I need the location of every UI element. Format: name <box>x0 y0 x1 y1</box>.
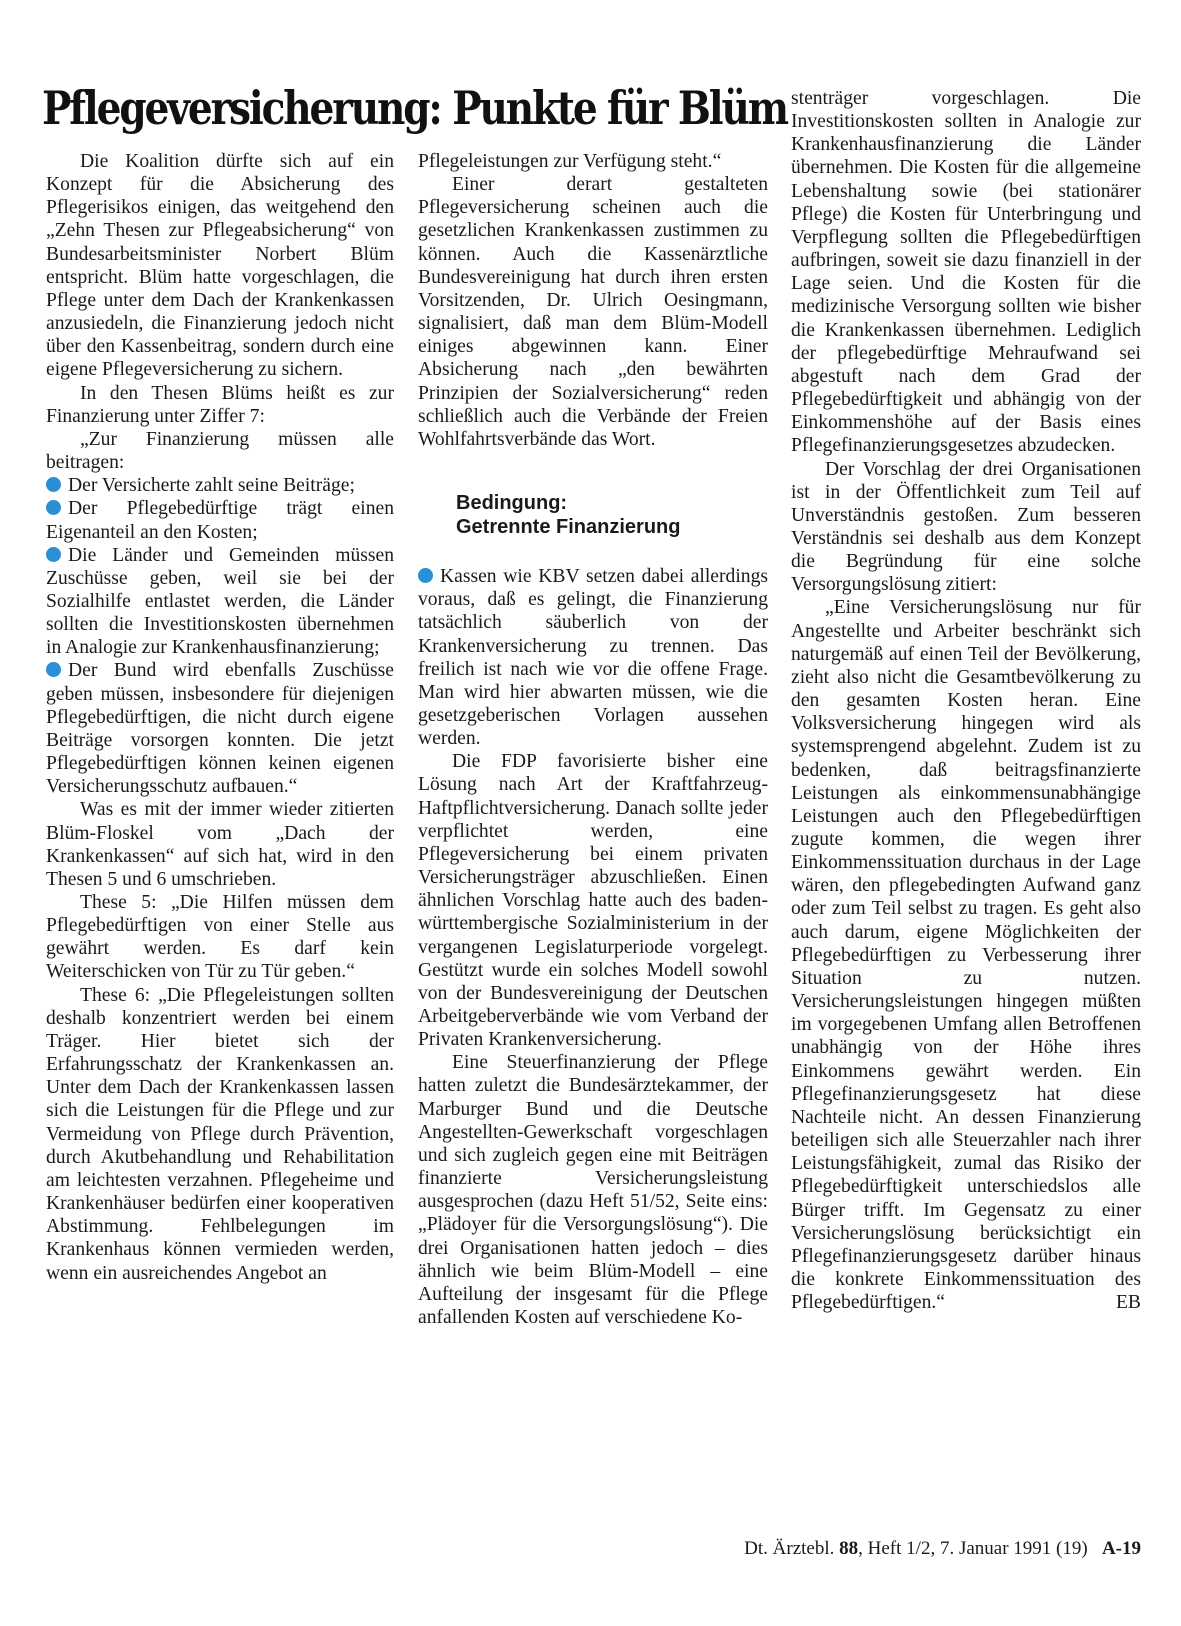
paragraph <box>418 750 768 1051</box>
paragraph <box>46 798 394 891</box>
paragraph-text: These 5: „Die Hilfen müssen dem Pflegebedürftigen von einer Stelle aus gewährt werden. Es darf kein Weiterschicken von Tür zu Tür geben.“ <box>46 892 394 983</box>
subheading-line-2: Getrennte Finanzierung <box>456 516 681 539</box>
article-title: Pflegeversicherung: Punkte für Blüm <box>42 81 787 135</box>
paragraph-text: Die Koalition dürfte sich auf ein Konzept für die Absicherung des Pflegerisikos einigen, das weitgehend den „Zehn Thesen zur Pflegeabsicherung“ von Bundesarbeitsminister Norbert Blüm entspricht. Blüm hatte vorgeschlagen, die Pflege unter dem Dach der Krankenkassen anzusiedeln, die Finanzierung jedoch nicht über den Kassenbeitrag, sondern durch eine eigene Pflegeversicherung zu sichern. <box>46 151 394 381</box>
paragraph-text: Einer derart gestalteten Pflegeversicherung scheinen auch die gesetzlichen Krankenkassen zustimmen zu können. Auch die Kassenärztliche Bundesvereinigung hat durch ihren ersten Vorsitzenden, Dr. Ulrich Oesingmann, signalisiert, daß man dem Blüm-Modell einiges abgewinnen kann. Einer Absicherung nach „den bewährten Prinzipien der Sozialversicherung“ reden schließlich auch die Verbände der Freien Wohlfahrtsverbände das Wort. <box>418 174 768 450</box>
paragraph <box>418 1051 768 1329</box>
paragraph <box>46 984 394 1285</box>
paragraph-text: stenträger vorgeschlagen. Die Investitionskosten sollten in Analogie zur Krankenhausfinanzierung die Länder übernehmen. Die Kosten für die allgemeine Lebenshaltung sowie (bei stationärer Pflege) die Kosten für Unterbringung und Verpflegung sollten die Pflegebedürftigen aufbringen, soweit sie dazu finanziell in der Lage seien. Und die Kosten für die medizinische Versorgung sollten wie bisher die Krankenkassen übernehmen. Lediglich der pflegebedürftige Mehraufwand sei abgestuft nach dem Grad der Pflegebedürftigkeit und abhängig von der Einkommenshöhe auf der Basis eines Pflegefinanzierungsgesetzes abzudecken. <box>791 88 1141 457</box>
bullet-paragraph <box>46 544 394 660</box>
paragraph-text: „Eine Versicherungslösung nur für Angestellte und Arbeiter beschränkt sich naturgemäß auf einen Teil der Bevölkerung, zieht also nicht die Gesamtbevölkerung zu den gesamten Kosten heran. Eine Volksversicherung hingegen wird als systemsprengend abgelehnt. Zudem ist zu bedenken, daß beitragsfinanzierte Leistungen als einkommensunabhängige Leistungen auch den Pflegebedürftigen zugute kommen, die wegen ihrer Einkommenssituation durchaus in der Lage wären, den pflegebedingten Aufwand ganz oder zum Teil selbst zu tragen. Es geht also auch darum, eigene Möglichkeiten der Pflegebedürftigen zu Verbesserung ihrer Situation zu nutzen. Versicherungsleistungen hingegen müßten im vorgegebenen Umfang allen Betroffenen unabhängig von der Höhe ihres Einkommens gewährt werden. Ein Pflegefinanzierungsgesetz hat diese Nachteile nicht. An dessen Finanzierung beteiligen sich alle Steuerzahler nach ihrer Leistungsfähigkeit, zumal das Risiko der Pflegebedürftigkeit unterschiedslos alle Bürger trifft. Im Gegensatz zu einer Versicherungslösung berücksichtigt ein Pflegefinanzierungsgesetz darüber hinaus die konkrete Einkommenssituation des Pflegebedürftigen.“ <box>791 597 1141 1314</box>
paragraph <box>791 596 1141 1314</box>
paragraph-text: Pflegeleistungen zur Verfügung steht.“ <box>418 151 722 172</box>
bullet-paragraph <box>46 474 394 497</box>
paragraph <box>791 458 1141 597</box>
paragraph <box>418 173 768 451</box>
paragraph-text: Kassen wie KBV setzen dabei allerdings voraus, daß es gelingt, die Finanzierung tatsächlich säuberlich von der Krankenversicherung zu trennen. Das freilich ist nach wie vor die offene Frage. Man wird hier abwarten müssen, wie die gesetzgeberischen Vorlagen aussehen werden. <box>418 566 768 750</box>
page-footer <box>744 1538 1141 1560</box>
author-signature: EB <box>1115 1292 1141 1314</box>
bullet-paragraph <box>418 565 768 750</box>
paragraph <box>46 150 394 382</box>
column-1 <box>46 150 394 1285</box>
paragraph-text: „Zur Finanzierung müssen alle beitragen: <box>46 428 394 474</box>
paragraph-text: Die FDP favorisierte bisher eine Lösung nach Art der Kraftfahrzeug-Haftpflichtversicherung. Danach sollte jeder verpflichtet werden, eine Pflegeversicherung bei einem privaten Versicherungsträger abzuschließen. Einen ähnlichen Vorschlag hatte auch des baden-württembergische Sozialministerium in der vergangenen Legislaturperiode vorgelegt. Gestützt wurde ein solches Modell sowohl von der Bundesvereinigung der Deutschen Arbeitgeberverbände wie vom Verband der Privaten Krankenversicherung. <box>418 751 768 1051</box>
bullet-dot-icon <box>46 547 61 562</box>
paragraph <box>46 382 394 428</box>
paragraph-text: Der Bund wird ebenfalls Zuschüsse geben müssen, insbesondere für diejenigen Pflegebedürftigen, die nicht durch eigene Beiträge vorsorgen konnten. Die jetzt Pflegebedürftigen können keinen eigenen Versicherungsschutz aufbauen.“ <box>46 660 394 798</box>
section-subheading <box>456 491 768 539</box>
subheading-line-1: Bedingung: <box>456 492 568 515</box>
bullet-paragraph <box>46 659 394 798</box>
column-3 <box>791 87 1141 1314</box>
footer-journal: Dt. Ärztebl. <box>744 1538 835 1559</box>
paragraph-text: Eine Steuerfinanzierung der Pflege hatten zuletzt die Bundesärztekammer, der Marburger Bund und die Deutsche Angestellten-Gewerkschaft vorgeschlagen und sich zugleich gegen eine mit Beiträgen finanzierte Versicherungsleistung ausgesprochen (dazu Heft 51/52, Seite eins: „Plädoyer für die Versorgungslösung“). Die drei Organisationen hatten jedoch – dies ähnlich wie beim Blüm-Modell – eine Aufteilung der insgesamt für die Pflege anfallenden Kosten auf verschiedene Ko- <box>418 1052 768 1329</box>
paragraph-text: Was es mit der immer wieder zitierten Blüm-Floskel vom „Dach der Krankenkassen“ auf sich hat, wird in den Thesen 5 und 6 umschrieben. <box>46 799 394 890</box>
paragraph-text: Der Vorschlag der drei Organisationen ist in der Öffentlichkeit zum Teil auf Unverständnis gestoßen. Zum besseren Verständnis sei deshalb aus dem Konzept die Begründung für eine solche Versorgungslösung zitiert: <box>791 458 1141 596</box>
bullet-dot-icon <box>46 477 61 492</box>
paragraph-text: Der Pflegebedürftige trägt einen Eigenanteil an den Kosten; <box>46 498 394 543</box>
paragraph-text: In den Thesen Blüms heißt es zur Finanzierung unter Ziffer 7: <box>46 382 394 427</box>
paragraph <box>418 150 768 173</box>
footer-page-number: A-19 <box>1101 1538 1141 1559</box>
bullet-paragraph <box>46 497 394 543</box>
footer-volume: 88 <box>839 1538 859 1559</box>
paragraph <box>791 87 1141 458</box>
column-2 <box>418 150 768 1329</box>
paragraph <box>46 891 394 984</box>
bullet-dot-icon <box>46 500 61 515</box>
paragraph-text: Der Versicherte zahlt seine Beiträge; <box>68 475 355 497</box>
footer-issue: , Heft 1/2, 7. Januar 1991 (19) <box>858 1538 1088 1559</box>
paragraph <box>46 428 394 474</box>
paragraph-text: These 6: „Die Pflegeleistungen sollten deshalb konzentriert werden bei einem Träger. Hier bietet sich der Erfahrungsschatz der Krankenkassen an. Unter dem Dach der Krankenkassen lassen sich die Leistungen für die Pflege und zur Vermeidung von Pflege durch Prävention, durch Akutbehandlung und Rehabilitation am leichtesten verzahnen. Pflegeheime und Krankenhäuser bedürfen einer kooperativen Abstimmung. Fehlbelegungen im Krankenhaus können vermieden werden, wenn ein ausreichendes Angebot an <box>46 984 394 1284</box>
bullet-dot-icon <box>418 568 433 583</box>
bullet-dot-icon <box>46 662 61 677</box>
paragraph-text: Die Länder und Gemeinden müssen Zuschüsse geben, weil sie bei der Sozialhilfe entlastet werden, die Länder sollten die Investitionskosten übernehmen in Analogie zur Krankenhausfinanzierung; <box>46 544 394 659</box>
